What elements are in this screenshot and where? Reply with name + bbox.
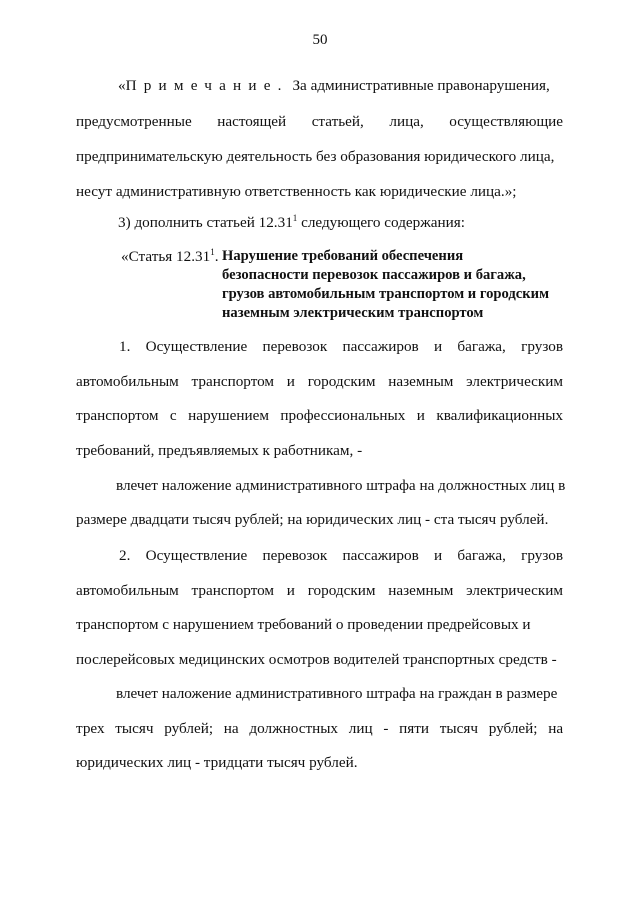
note-line-1-rest: За административные правонарушения, bbox=[288, 77, 550, 94]
part1-line-1-word: 1. Осуществление bbox=[119, 338, 248, 355]
part1-line-3-word: квалификационных bbox=[436, 407, 564, 424]
part1-line-4: требований, предъявляемых к работникам, - bbox=[76, 442, 363, 459]
part2-line-2-word: наземным bbox=[388, 582, 454, 599]
part2-line-2-word: электрическим bbox=[466, 582, 564, 599]
part1-line-1-word: перевозок bbox=[262, 338, 328, 355]
part2-line-1-word: 2. bbox=[119, 547, 131, 564]
part2-penalty-line-2 bbox=[76, 719, 563, 739]
part2-line-1-word: багажа, bbox=[457, 547, 506, 564]
item-3-sup: 1 bbox=[292, 213, 298, 223]
article-lead-dot: . bbox=[214, 248, 219, 265]
part1-line-1-word: пассажиров bbox=[342, 338, 419, 355]
part1-penalty-line-1: влечет наложение административного штрафа на должностных лиц в bbox=[116, 477, 566, 494]
part1-line-3-word: транспортом с bbox=[76, 407, 177, 424]
note-line-1 bbox=[118, 76, 563, 96]
part1-line-2-word: транспортом bbox=[191, 373, 275, 390]
part1-line-3 bbox=[76, 406, 563, 426]
part2-penalty-2-word: тысяч bbox=[115, 720, 154, 737]
part2-penalty-2-word: рублей; bbox=[164, 720, 214, 737]
part1-line-1 bbox=[119, 337, 563, 357]
item-3-post: следующего содержания: bbox=[297, 214, 465, 231]
part1-line-2-word: автомобильным bbox=[76, 373, 179, 390]
part1-line-2-word: электрическим bbox=[466, 373, 564, 390]
part2-penalty-2-word: трех bbox=[76, 720, 105, 737]
article-title bbox=[222, 247, 572, 323]
article-lead-sup: 1 bbox=[210, 247, 215, 257]
part2-line-1-word: Осуществление bbox=[145, 547, 248, 564]
part2-penalty-2-word: - bbox=[383, 720, 389, 737]
part2-line-2-word: городским bbox=[307, 582, 376, 599]
part2-penalty-2-word: на bbox=[548, 720, 564, 737]
note-line-2 bbox=[76, 112, 563, 132]
part1-line-2-word: городским bbox=[307, 373, 376, 390]
part2-line-2-word: автомобильным bbox=[76, 582, 179, 599]
part2-line-1-word: пассажиров bbox=[342, 547, 419, 564]
page-number: 50 bbox=[312, 32, 328, 48]
part2-penalty-2-word: тысяч bbox=[439, 720, 478, 737]
part1-line-1-word: грузов bbox=[521, 338, 564, 355]
note-line-2-word: предусмотренные bbox=[76, 113, 192, 130]
note-line-2-word: статьей, bbox=[311, 113, 364, 130]
article-lead-text: «Статья 12.31 bbox=[121, 248, 211, 265]
note-line-2-word: осуществляющие bbox=[449, 113, 564, 130]
note-line-2-word: настоящей bbox=[217, 113, 287, 130]
part1-line-3-word: и bbox=[416, 407, 425, 424]
part2-penalty-line-1: влечет наложение административного штрафа на граждан в размере bbox=[116, 685, 558, 702]
article-lead bbox=[121, 247, 219, 267]
article-title-line: грузов автомобильным транспортом и городским bbox=[222, 286, 550, 302]
part2-line-2-word: и bbox=[286, 582, 295, 599]
part1-line-2 bbox=[76, 372, 563, 392]
part1-line-3-word: профессиональных bbox=[280, 407, 406, 424]
part1-line-2-word: и bbox=[286, 373, 295, 390]
part2-line-1-word: и bbox=[434, 547, 443, 564]
note-line-4: несут административную ответственность как юридические лица.»; bbox=[76, 183, 517, 200]
part2-penalty-2-word: рублей; bbox=[488, 720, 538, 737]
item-3 bbox=[118, 213, 605, 233]
part2-penalty-2-word: должностных bbox=[249, 720, 339, 737]
note-line-2-word: лица, bbox=[389, 113, 424, 130]
article-title-line: безопасности перевозок пассажиров и багажа, bbox=[222, 267, 526, 283]
article-title-line: Нарушение требований обеспечения bbox=[222, 248, 464, 264]
item-3-pre: 3) дополнить статьей 12.31 bbox=[118, 214, 293, 231]
part2-line-2 bbox=[76, 581, 563, 601]
article-title-line: наземным электрическим транспортом bbox=[222, 305, 484, 321]
part2-penalty-2-word: на bbox=[223, 720, 239, 737]
part2-line-3: транспортом с нарушением требований о проведении предрейсовых и bbox=[76, 616, 531, 633]
part1-line-2-word: наземным bbox=[388, 373, 454, 390]
part2-penalty-2-word: лиц bbox=[348, 720, 373, 737]
part2-line-1 bbox=[119, 546, 563, 566]
part2-line-1-word: грузов bbox=[521, 547, 564, 564]
note-open-quote: « bbox=[118, 77, 126, 94]
part2-penalty-line-3: юридических лиц - тридцати тысяч рублей. bbox=[76, 754, 358, 771]
part1-line-1-word: и bbox=[433, 338, 443, 355]
part2-line-4: послерейсовых медицинских осмотров водителей транспортных средств - bbox=[76, 651, 557, 668]
part1-line-3-word: нарушением bbox=[188, 407, 269, 424]
note-line-3: предпринимательскую деятельность без образования юридического лица, bbox=[76, 148, 555, 165]
note-label: Примечание. bbox=[125, 77, 289, 94]
part1-penalty-line-2: размере двадцати тысяч рублей; на юридических лиц - ста тысяч рублей. bbox=[76, 511, 549, 528]
part2-line-2-word: транспортом bbox=[191, 582, 275, 599]
part2-line-1-word: перевозок bbox=[262, 547, 328, 564]
part2-penalty-2-word: пяти bbox=[399, 720, 430, 737]
part1-line-1-word: багажа, bbox=[457, 338, 506, 355]
